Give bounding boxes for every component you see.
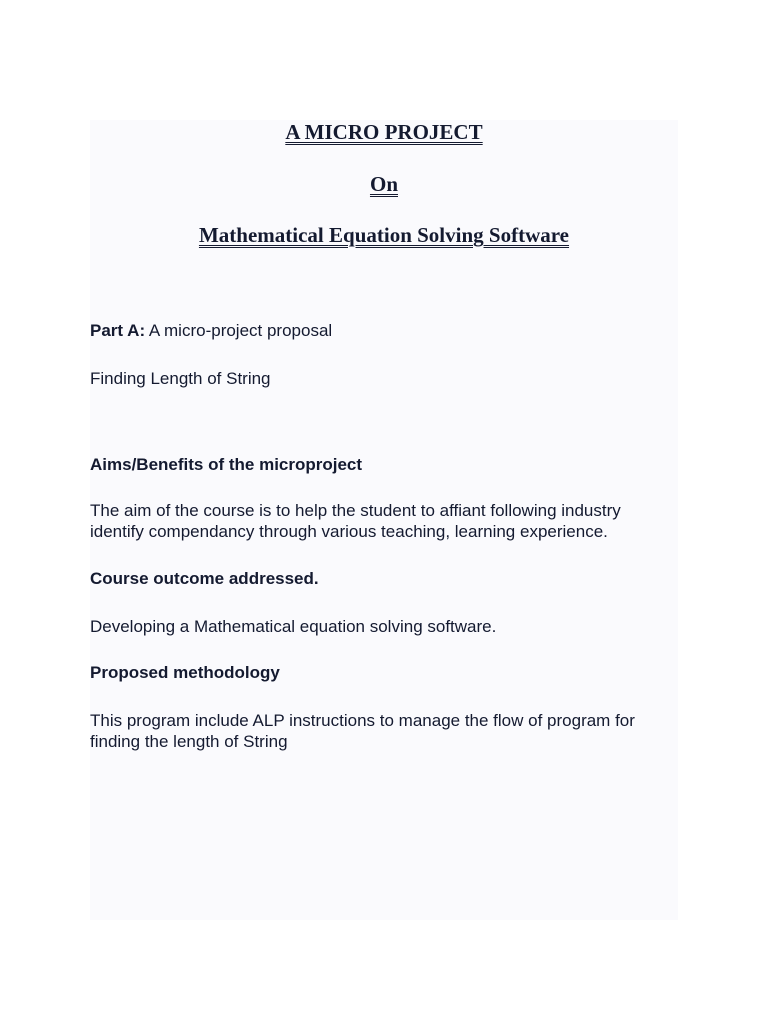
aims-heading: Aims/Benefits of the microproject xyxy=(90,455,363,474)
course-outcome-text: Developing a Mathematical equation solving software. xyxy=(90,617,497,636)
document-title: A MICRO PROJECT xyxy=(285,120,483,144)
methodology-heading: Proposed methodology xyxy=(90,663,280,682)
part-a-text: A micro-project proposal xyxy=(145,321,333,340)
part-a-label: Part A: xyxy=(90,321,146,340)
course-outcome-heading: Course outcome addressed. xyxy=(90,569,319,588)
aims-text: The aim of the course is to help the student to affiant following industry identify compendancy through various teaching, learning experience. xyxy=(90,501,621,541)
methodology-text: This program include ALP instructions to manage the flow of program for finding the length of String xyxy=(90,711,635,751)
document-title-connector: On xyxy=(369,172,398,196)
project-topic: Finding Length of String xyxy=(90,369,271,388)
part-a-line xyxy=(90,320,678,341)
project-name-title: Mathematical Equation Solving Software xyxy=(198,223,570,247)
